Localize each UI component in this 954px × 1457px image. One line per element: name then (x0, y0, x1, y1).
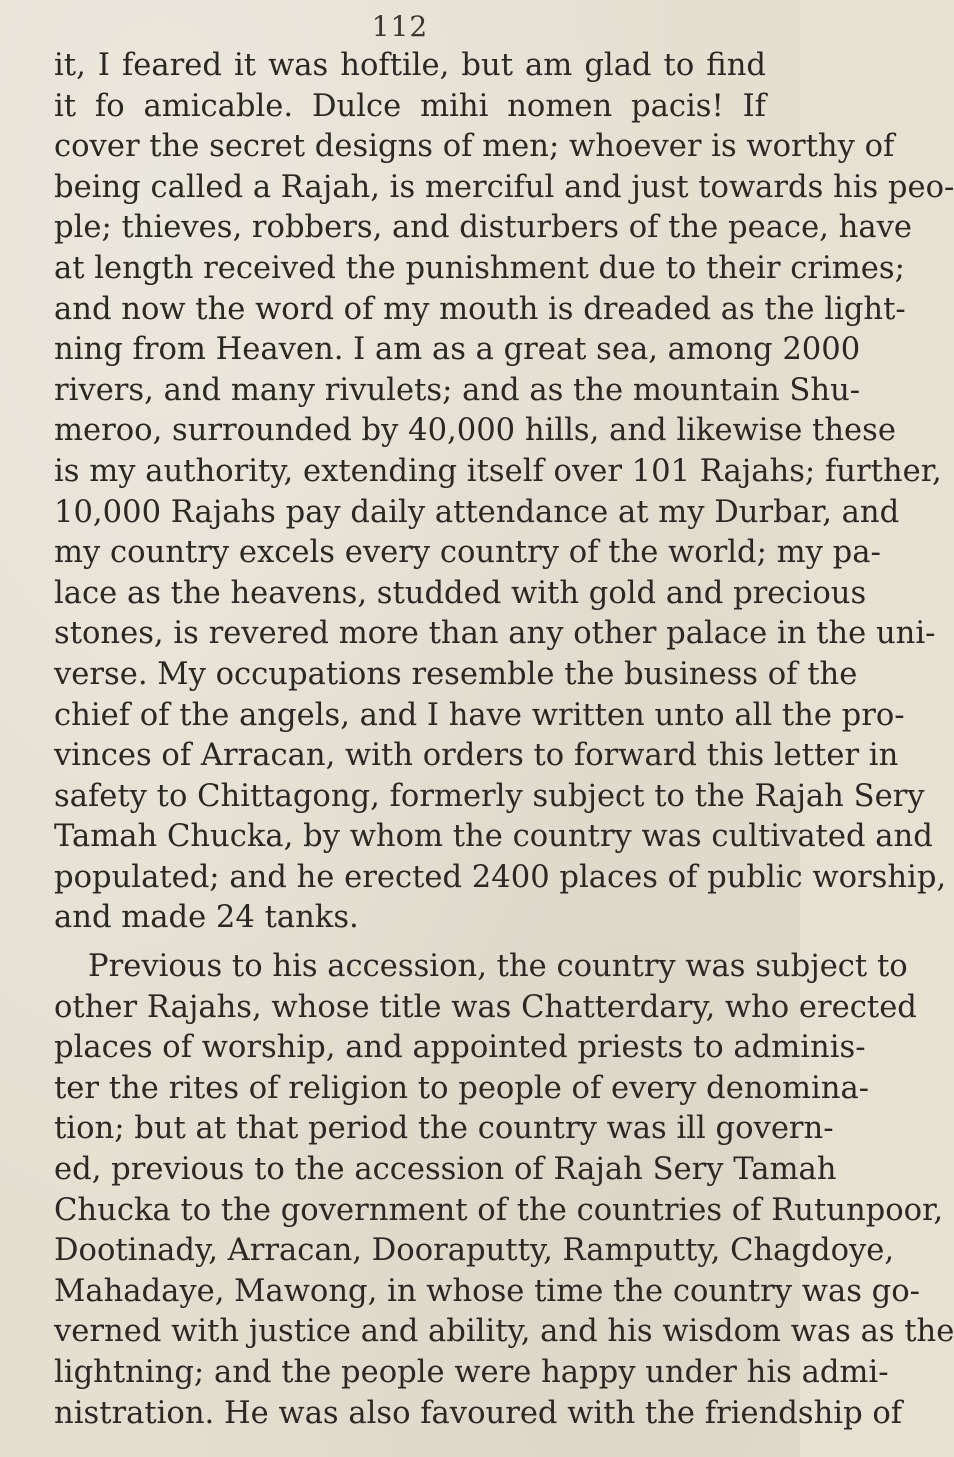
text-line: lace as the heavens, studded with gold and precious (54, 575, 867, 611)
text-line: cover the secret designs of men; whoever is worthy of (54, 129, 895, 165)
paragraph-gap (54, 939, 766, 947)
text-line: rivers, and many rivulets; and as the mountain Shu- (54, 372, 861, 408)
text-line: it, I feared it was hoftile, but am glad to find (54, 48, 766, 83)
page-number: 112 (371, 10, 429, 43)
paragraph-2 (54, 947, 954, 1434)
text-line: ple; thieves, robbers, and disturbers of the peace, have (54, 210, 912, 246)
body-text (54, 46, 954, 1434)
text-line: is my authority, extending itself over 101 Rajahs; further, (54, 453, 942, 489)
text-line: stones, is revered more than any other palace in the uni- (54, 616, 936, 652)
text-line: meroo, surrounded by 40,000 hills, and likewise these (54, 413, 896, 449)
text-line: ter the rites of religion to people of every denomina- (54, 1070, 870, 1106)
text-line: at length received the punishment due to their crimes; (54, 250, 905, 286)
text-line: lightning; and the people were happy under his admi- (54, 1355, 889, 1390)
text-line: ed, previous to the accession of Rajah Sery Tamah (54, 1152, 837, 1188)
text-line: and made 24 tanks. (54, 900, 359, 936)
text-line: other Rajahs, whose title was Chatterdary, who erected (54, 989, 917, 1025)
bottom-margin (0, 1370, 903, 1457)
text-line: Dootinady, Arracan, Dooraputty, Ramputty, Chagdoye, (54, 1233, 895, 1269)
text-line: being called a Rajah, is merciful and just towards his peo- (54, 169, 954, 205)
text-line: ning from Heaven. I am as a great sea, among 2000 (54, 332, 861, 368)
text-line: safety to Chittagong, formerly subject to the Rajah Sery (54, 778, 925, 814)
text-line: and now the word of my mouth is dreaded as the light- (54, 291, 906, 327)
text-line: verse. My occupations resemble the business of the (54, 656, 858, 692)
text-line: vinces of Arracan, with orders to forward this letter in (54, 738, 899, 774)
text-line: chief of the angels, and I have written unto all the pro- (54, 697, 905, 733)
text-line: my country excels every country of the world; my pa- (54, 535, 881, 571)
text-line: nistration. He was also favoured with the friendship of (54, 1395, 903, 1431)
text-line: Chucka to the government of the countries of Rutunpoor, (54, 1192, 944, 1228)
text-line: populated; and he erected 2400 places of public worship, (54, 859, 947, 895)
text-line: Tamah Chucka, by whom the country was cultivated and (54, 819, 933, 855)
paragraph-1 (54, 46, 954, 939)
text-line: 10,000 Rajahs pay daily attendance at my Durbar, and (54, 494, 900, 530)
text-line: it fo amicable. Dulce mihi nomen pacis! If (54, 88, 766, 124)
text-line: places of worship, and appointed priests to adminis- (54, 1030, 866, 1066)
text-line: tion; but at that period the country was ill govern- (54, 1111, 834, 1147)
text-line: Previous to his accession, the country was subject to (88, 949, 908, 985)
text-line: Mahadaye, Mawong, in whose time the country was go- (54, 1273, 920, 1309)
text-line: verned with justice and ability, and his wisdom was as the (54, 1314, 954, 1350)
